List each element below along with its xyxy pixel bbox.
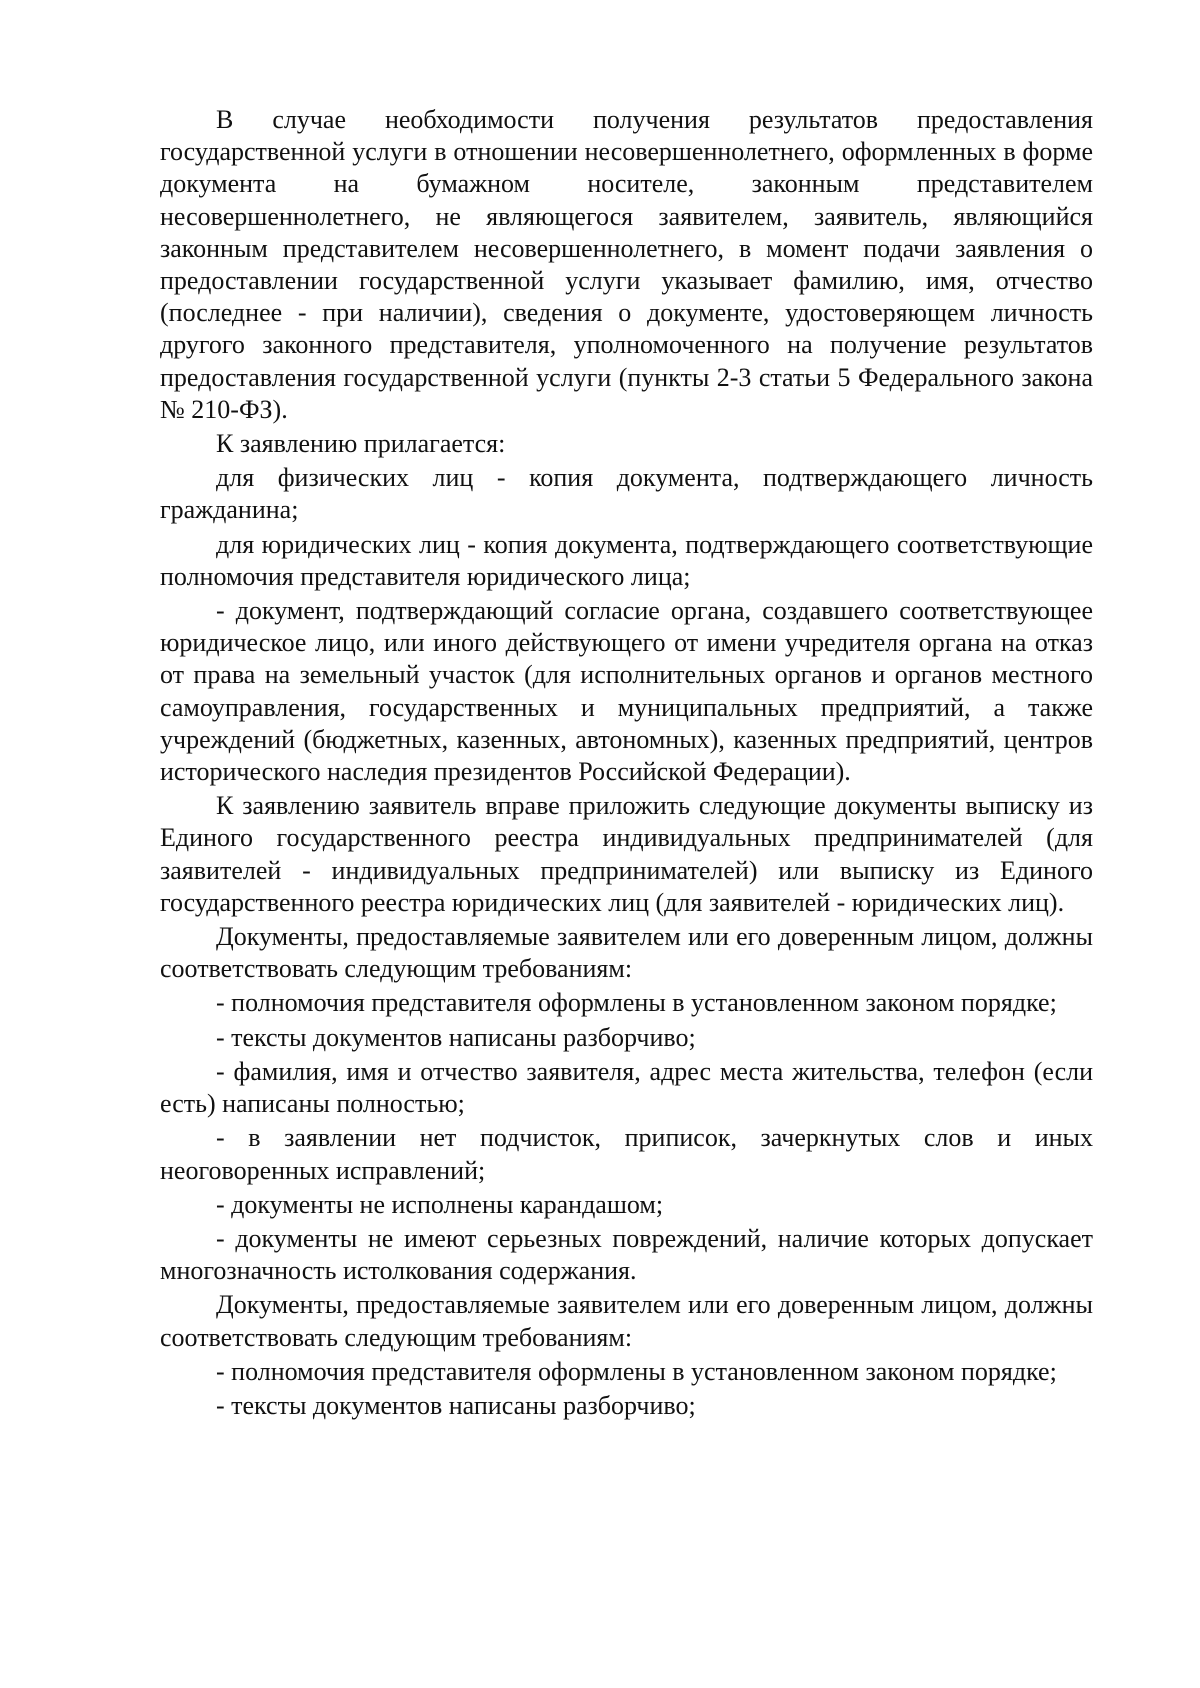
paragraph-legal-entities-copy: для юридических лиц - копия документа, подтверждающего соответствующие полномочия представителя юридического лица; (160, 529, 1093, 591)
requirement-authority-repeat: - полномочия представителя оформлены в установленном законом порядке; (216, 1356, 1057, 1386)
document-page (160, 104, 1093, 1422)
requirement-full-name-address: - фамилия, имя и отчество заявителя, адрес места жительства, телефон (если есть) написаны полностью; (160, 1056, 1093, 1119)
paragraph-individuals-copy: для физических лиц - копия документа, подтверждающего личность гражданина; (160, 463, 1093, 525)
paragraph-requirements-intro-repeat: Документы, предоставляемые заявителем или его доверенным лицом, должны соответствовать следующим требованиям: (160, 1290, 1093, 1352)
paragraph-requirements-intro: Документы, предоставляемые заявителем или его доверенным лицом, должны соответствовать следующим требованиям: (160, 922, 1093, 984)
requirement-legible: - тексты документов написаны разборчиво; (216, 1022, 696, 1052)
requirement-no-corrections: - в заявлении нет подчисток, приписок, зачеркнутых слов и иных неоговоренных исправлений; (160, 1123, 1093, 1185)
paragraph-optional-registry-extract: К заявлению заявитель вправе приложить следующие документы выписку из Единого государственного реестра индивидуальных предпринимателей (для заявителей - индивидуальных предпринимателей) или выписку из Единого государственного реестра юридических лиц (для заявителей - юридических лиц). (160, 791, 1093, 917)
requirement-legible-repeat: - тексты документов написаны разборчиво; (216, 1390, 696, 1420)
paragraph-consent-document: - документ, подтверждающий согласие органа, создавшего соответствующее юридическое лицо, или иного действующего от имени учредителя органа на отказ от права на земельный участок (для исполнительных органов и органов местного самоуправления, государственных и муниципальных предприятий, а также учреждений (бюджетных, казенных, автономных), казенных предприятий, центров исторического наследия президентов Российской Федерации). (160, 596, 1093, 787)
requirement-no-pencil: - документы не исполнены карандашом; (216, 1189, 664, 1219)
requirement-authority: - полномочия представителя оформлены в установленном законом порядке; (216, 988, 1057, 1018)
requirement-no-damage: - документы не имеют серьезных повреждений, наличие которых допускает многозначность истолкования содержания. (160, 1223, 1093, 1286)
paragraph-minor-results-representative: В случае необходимости получения результатов предоставления государственной услуги в отношении несовершеннолетнего, оформленных в форме документа на бумажном носителе, законным представителем несовершеннолетнего, не являющегося заявителем, заявитель, являющийся законным представителем несовершеннолетнего, в момент подачи заявления о предоставлении государственной услуги указывает фамилию, имя, отчество (последнее - при наличии), сведения о документе, удостоверяющем личность другого законного представителя, уполномоченного на получение результатов предоставления государственной услуги (пункты 2-3 статьи 5 Федерального закона № 210-ФЗ). (160, 105, 1093, 424)
paragraph-attachments-heading: К заявлению прилагается: (216, 429, 506, 459)
